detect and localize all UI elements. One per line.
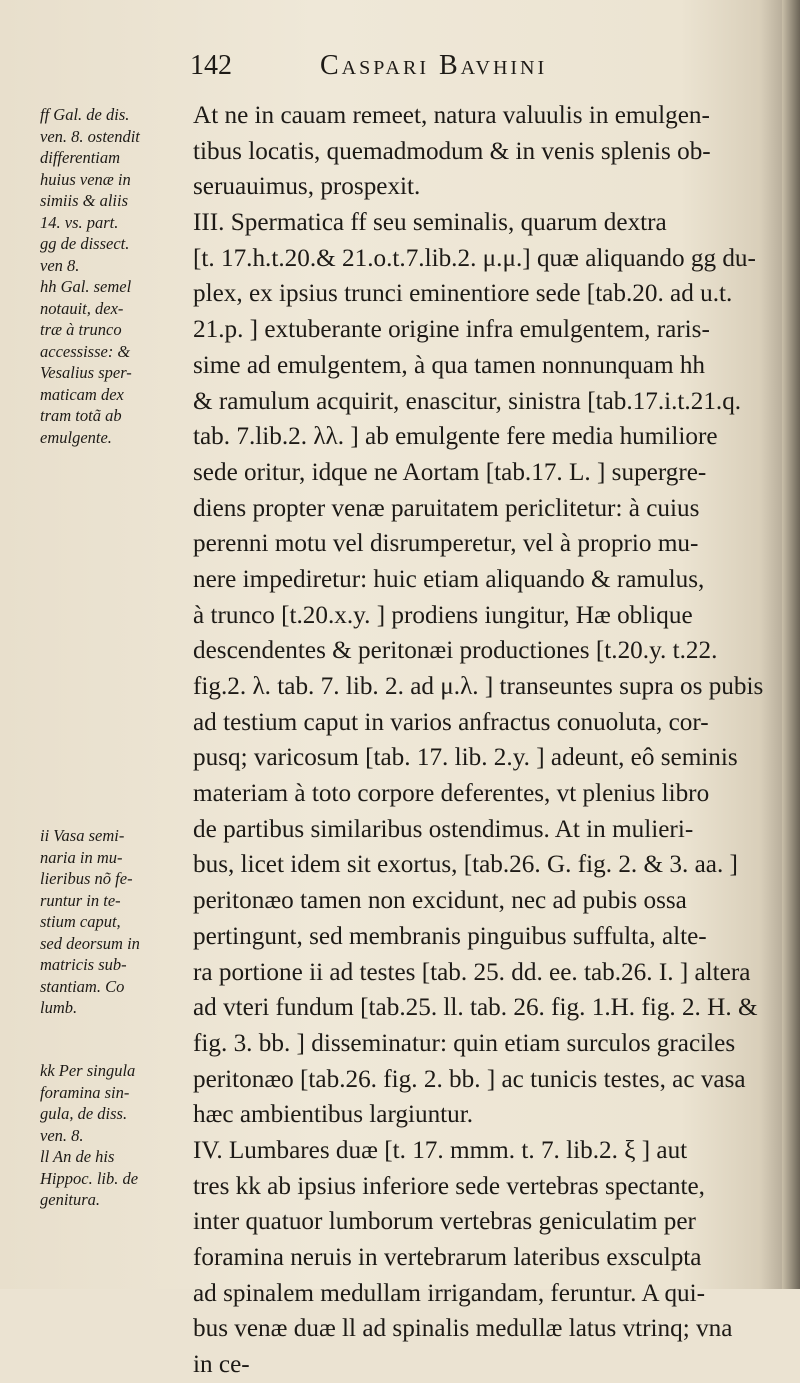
margin-note-line: runtur in te- <box>40 890 121 910</box>
margin-note-line: stantiam. Co <box>40 976 125 996</box>
text-line: perenni motu vel disrumperetur, vel à proprio mu- <box>193 530 699 558</box>
main-text-block <box>193 98 778 1383</box>
text-line: & ramulum acquirit, enascitur, sinistra [tab.17.i.t.21.q. <box>193 387 742 415</box>
page-gutter-shadow <box>782 0 800 1289</box>
margin-note-ii <box>40 825 190 1019</box>
margin-note-line: sed deorsum in <box>40 933 140 953</box>
text-line: diens propter venæ paruitatem periclitetur: à cuius <box>193 494 700 522</box>
text-line: hæc ambientibus largiuntur. <box>193 1101 474 1129</box>
margin-note-line: træ à trunco <box>40 320 122 339</box>
margin-note-line: gg de dissect. <box>40 234 130 253</box>
margin-note-line: accessisse: & <box>40 341 131 361</box>
text-line: ad spinalem medullam irrigandam, feruntur. A qui- <box>193 1279 706 1307</box>
margin-note-line: kk Per singula <box>40 1061 136 1080</box>
text-line: bus, licet idem sit exortus, [tab.26. G. fig. 2. & 3. aa. ] <box>193 851 738 879</box>
margin-note-line: lumb. <box>40 998 78 1017</box>
margin-note-line: hh Gal. semel <box>40 277 132 296</box>
text-line: sime ad emulgentem, à qua tamen nonnunquam hh <box>193 351 706 379</box>
margin-note-line: stium caput, <box>40 912 121 931</box>
text-line: seruauimus, prospexit. <box>193 173 421 201</box>
margin-note-line: naria in mu- <box>40 847 123 867</box>
text-line: IV. Lumbares duæ [t. 17. mmm. t. 7. lib.2. ξ ] aut <box>193 1136 688 1164</box>
margin-note-line: lieribus nõ fe- <box>40 869 133 888</box>
text-line: descendentes & peritonæi productiones [t.20.y. t.22. <box>193 637 718 665</box>
text-line: 21.p. ] extuberante origine infra emulgentem, raris- <box>193 316 710 344</box>
margin-note-kk-ll <box>40 1060 190 1211</box>
margin-note-line: emulgente. <box>40 427 112 447</box>
text-line: fig.2. λ. tab. 7. lib. 2. ad μ.λ. ] transeuntes supra os pubis <box>193 673 764 700</box>
margin-note-line: ll An de his <box>40 1147 115 1166</box>
text-line: At ne in cauam remeet, natura valuulis in emulgen- <box>193 102 710 129</box>
text-line: ra portione ii ad testes [tab. 25. dd. ee. tab.26. I. ] altera <box>193 958 751 986</box>
text-line: materiam à toto corpore deferentes, vt plenius libro <box>193 780 710 808</box>
text-line: à trunco [t.20.x.y. ] prodiens iungitur, Hæ oblique <box>193 601 693 629</box>
margin-note-line: ven. 8. ostendit <box>40 126 140 146</box>
text-line: ad vteri fundum [tab.25. ll. tab. 26. fig. 1.H. fig. 2. H. & <box>193 994 758 1022</box>
margin-note-line: maticam dex <box>40 384 124 404</box>
text-line: pertingunt, sed membranis pinguibus suffulta, alte- <box>193 922 707 950</box>
text-line: peritonæo tamen non excidunt, nec ad pubis ossa <box>193 887 687 915</box>
text-line: foramina neruis in vertebrarum lateribus exsculpta <box>193 1244 702 1271</box>
margin-note-line: foramina sin- <box>40 1082 130 1102</box>
text-line: inter quatuor lumborum vertebras geniculatim per <box>193 1208 696 1236</box>
margin-note-line: simiis & aliis <box>40 191 129 210</box>
page-number: 142 <box>190 50 232 81</box>
margin-note-ff-gg-hh <box>40 104 190 448</box>
running-head: Caspari Bavhini <box>320 50 548 81</box>
text-line: tres kk ab ipsius inferiore sede vertebras spectante, <box>193 1172 705 1200</box>
text-line: peritonæo [tab.26. fig. 2. bb. ] ac tunicis testes, ac vasa <box>193 1065 746 1093</box>
text-line: de partibus similaribus ostendimus. At in mulieri- <box>193 815 694 843</box>
text-line: tibus locatis, quemadmodum & in venis splenis ob- <box>193 137 711 165</box>
margin-note-line: 14. vs. part. <box>40 212 119 232</box>
margin-note-line: notauit, dex- <box>40 298 124 318</box>
text-line: nere impediretur: huic etiam aliquando & ramulus, <box>193 565 705 593</box>
margin-note-line: differentiam <box>40 148 121 167</box>
margin-note-line: Vesalius sper- <box>40 363 132 382</box>
margin-note-line: gula, de diss. <box>40 1104 128 1123</box>
margin-note-line: ven. 8. <box>40 1125 84 1145</box>
text-line: fig. 3. bb. ] disseminatur: quin etiam surculos graciles <box>193 1029 736 1057</box>
margin-note-line: tram totã ab <box>40 406 122 425</box>
margin-note-line: ven 8. <box>40 255 80 275</box>
text-line: plex, ex ipsius trunci eminentiore sede [tab.20. ad u.t. <box>193 280 733 308</box>
margin-note-line: ff Gal. de dis. <box>40 105 130 124</box>
text-line: in ce- <box>193 1351 250 1379</box>
text-line: ad testium caput in varios anfractus conuoluta, cor- <box>193 708 709 736</box>
margin-note-line: huius venæ in <box>40 169 131 189</box>
text-line: III. Spermatica ff seu seminalis, quarum dextra <box>193 209 667 237</box>
text-line: tab. 7.lib.2. λλ. ] ab emulgente fere media humiliore <box>193 423 718 451</box>
text-line: [t. 17.h.t.20.& 21.o.t.7.lib.2. μ.μ.] quæ aliquando gg du- <box>193 244 756 272</box>
margin-note-line: matricis sub- <box>40 955 127 974</box>
margin-note-line: Hippoc. lib. de <box>40 1168 139 1188</box>
margin-note-line: ii Vasa semi- <box>40 826 125 845</box>
text-line: bus venæ duæ ll ad spinalis medullæ latus vtrinq; vna <box>193 1315 733 1343</box>
text-line: sede oritur, idque ne Aortam [tab.17. L. ] supergre- <box>193 458 707 486</box>
margin-note-line: genitura. <box>40 1190 101 1209</box>
text-line: pusq; varicosum [tab. 17. lib. 2.y. ] adeunt, eô seminis <box>193 744 738 772</box>
page-header <box>190 50 780 90</box>
